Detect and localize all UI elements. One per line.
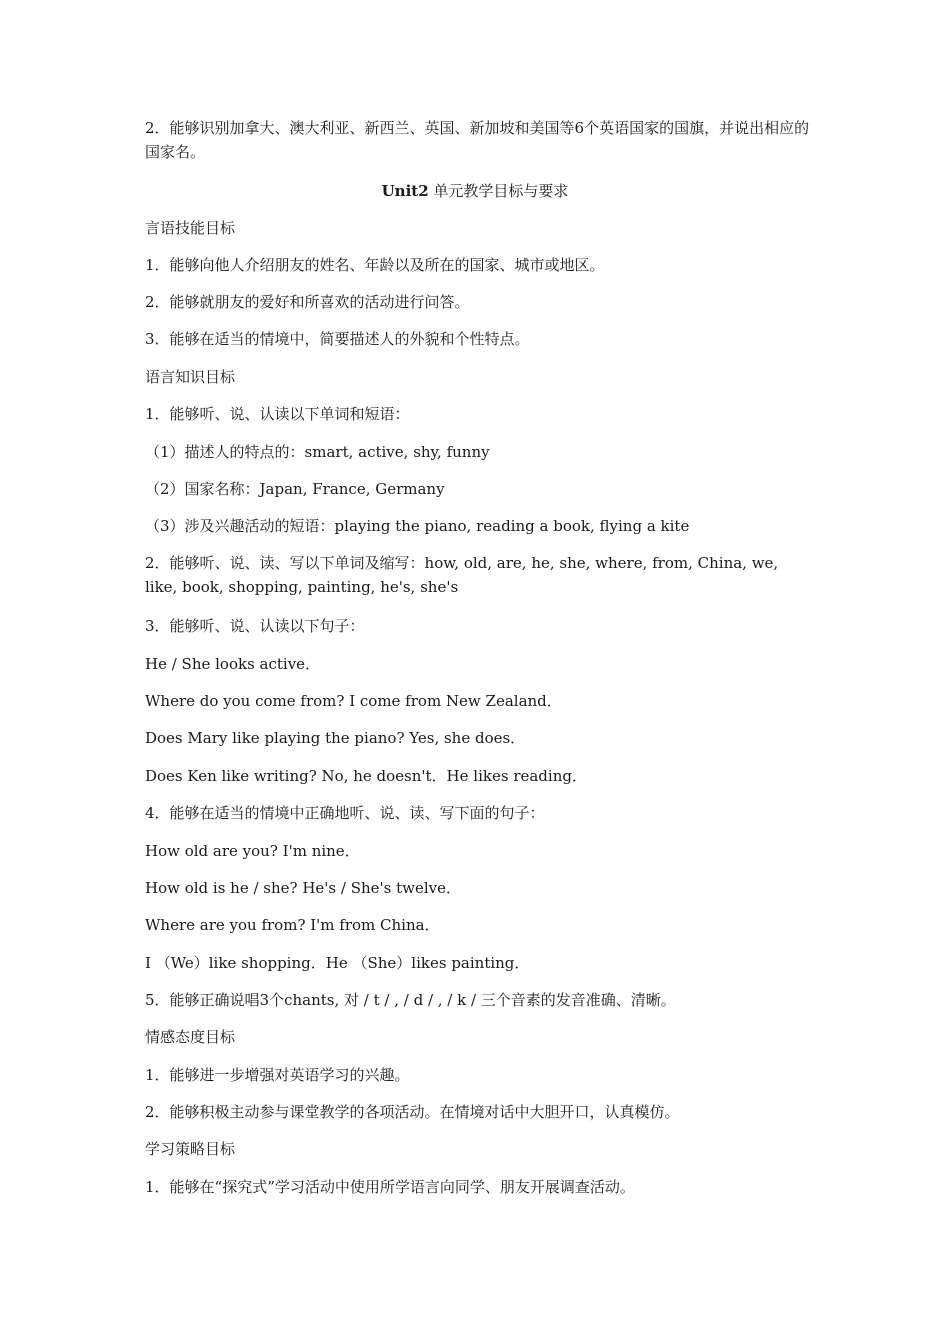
speech-skills-item-2: 2．能够就朋友的爱好和所喜欢的活动进行问答。 (145, 293, 470, 311)
sentence-4-2: How old is he / she? He's / She's twelve． (145, 879, 462, 897)
language-knowledge-sub-1: （1）描述人的特点的：smart, active, shy, funny (145, 443, 490, 461)
attitude-item-1: 1．能够进一步增强对英语学习的兴趣。 (145, 1066, 410, 1084)
attitude-item-2: 2．能够积极主动参与课堂教学的各项活动。在情境对话中大胆开口，认真模仿。 (145, 1103, 680, 1121)
strategy-item-1: 1．能够在“探究式”学习活动中使用所学语言向同学、朋友开展调查活动。 (145, 1178, 635, 1196)
sentence-4-3: Where are you from? I'm from China． (145, 916, 440, 934)
language-knowledge-item-4: 4．能够在适当的情境中正确地听、说、读、写下面的句子： (145, 804, 545, 822)
speech-skills-item-3: 3．能够在适当的情境中，简要描述人的外貌和个性特点。 (145, 330, 530, 348)
language-knowledge-item-3: 3．能够听、说、认读以下句子： (145, 617, 365, 635)
sentence-3-2: Where do you come from? I come from New Zealand． (145, 692, 562, 710)
sentence-3-3: Does Mary like playing the piano? Yes, she does． (145, 729, 526, 747)
unit2-title-rest: 单元教学目标与要求 (428, 182, 569, 200)
intro-item-2: 2．能够识别加拿大、澳大利亚、新西兰、英国、新加坡和美国等6个英语国家的国旗，并说出相应的国家名。 (145, 119, 810, 161)
sentence-4-4: I （We）like shopping．He （She）likes painting． (145, 954, 530, 972)
unit2-title (0, 179, 950, 203)
language-knowledge-sub-3: （3）涉及兴趣活动的短语：playing the piano, reading a book, flying a kite (145, 517, 690, 535)
language-knowledge-item-5: 5．能够正确说唱3个chants, 对 / t / , / d / , / k / 三个音素的发音准确、清晰。 (145, 991, 676, 1009)
sentence-4-1: How old are you? I'm nine． (145, 842, 360, 860)
sentence-3-4: Does Ken like writing? No, he doesn't．He likes reading． (145, 767, 587, 785)
sentence-3-1: He / She looks active． (145, 655, 321, 673)
language-knowledge-sub-2: （2）国家名称：Japan, France, Germany (145, 480, 445, 498)
attitude-heading: 情感态度目标 (145, 1028, 236, 1046)
language-knowledge-item-1: 1．能够听、说、认读以下单词和短语： (145, 405, 410, 423)
language-knowledge-heading: 语言知识目标 (145, 368, 236, 386)
speech-skills-item-1: 1．能够向他人介绍朋友的姓名、年龄以及所在的国家、城市或地区。 (145, 256, 605, 274)
unit2-title-bold: Unit2 (381, 182, 429, 200)
strategy-heading: 学习策略目标 (145, 1140, 236, 1158)
language-knowledge-item-2: 2．能够听、说、读、写以下单词及缩写：how, old, are, he, she, where, from, China, we, like, book, shopping, painting, he's, she's (145, 554, 779, 596)
speech-skills-heading: 言语技能目标 (145, 219, 236, 237)
